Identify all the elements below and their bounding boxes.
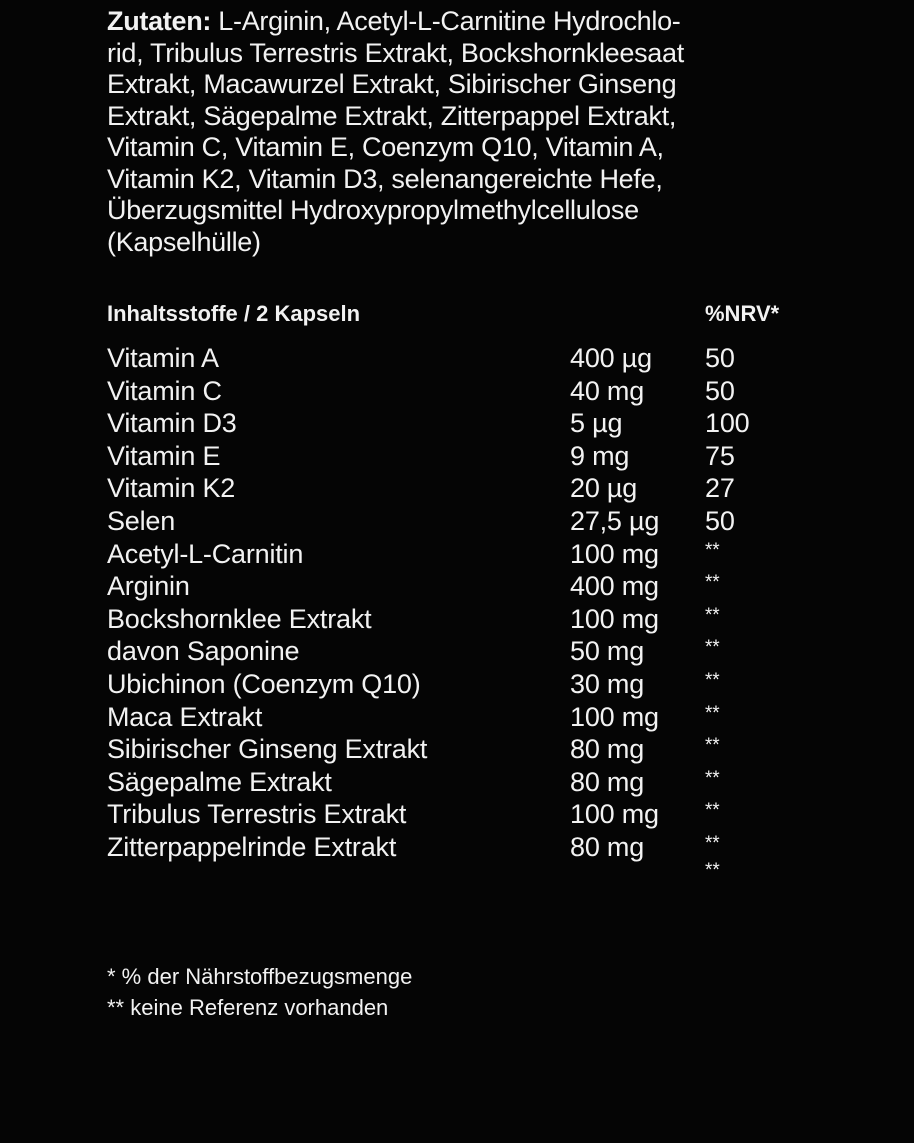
header-nrv: %NRV* [705, 301, 780, 326]
nutrient-amount: 30 mg [570, 668, 645, 699]
nutrient-amount: 100 mg [570, 538, 659, 569]
nutrient-name: Vitamin A [107, 343, 219, 373]
nutrient-nrv: ** [705, 539, 720, 561]
nutrient-name: Vitamin C [107, 375, 222, 406]
nutrient-amount: 40 mg [570, 375, 645, 406]
table-row [107, 798, 827, 831]
nutrient-amount: 100 mg [570, 603, 659, 634]
extra-stars: ** [705, 860, 720, 881]
table-row [107, 733, 827, 766]
ingredients-line: (Kapselhülle) [107, 226, 261, 257]
table-row [107, 635, 827, 668]
nutrient-amount: 27,5 µg [570, 505, 660, 536]
nutrient-name: Bockshornklee Extrakt [107, 603, 372, 634]
nutrient-nrv: 50 [705, 375, 735, 406]
nutrient-amount: 80 mg [570, 831, 645, 862]
nutrient-name: Vitamin K2 [107, 473, 236, 504]
nutrient-name: Sibirischer Ginseng Extrakt [107, 734, 428, 765]
nutrient-amount: 80 mg [570, 734, 645, 765]
table-header [107, 298, 827, 330]
nutrient-amount: 20 µg [570, 473, 638, 504]
nutrient-nrv: ** [705, 637, 720, 659]
ingredients-label: Zutaten: [107, 6, 212, 36]
nutrient-name: Selen [107, 505, 176, 536]
table-row [107, 701, 827, 734]
nutrient-amount: 100 mg [570, 799, 659, 830]
table-row [107, 472, 827, 505]
table-row [107, 603, 827, 636]
ingredients-line: rid, Tribulus Terrestris Extrakt, Bockshornkleesaat [107, 37, 684, 68]
nutrient-nrv: ** [705, 702, 720, 724]
nutrient-nrv: 50 [705, 343, 735, 373]
ingredients-line: Extrakt, Sägepalme Extrakt, Zitterpappel Extrakt, [107, 100, 677, 131]
table-row [107, 668, 827, 701]
nutrient-name: Maca Extrakt [107, 701, 263, 732]
nutrient-nrv: ** [705, 800, 720, 822]
nutrient-name: Acetyl-L-Carnitin [107, 538, 304, 569]
nutrient-name: davon Saponine [107, 636, 300, 667]
nutrient-amount: 80 mg [570, 766, 645, 797]
nutrient-amount: 400 µg [570, 343, 652, 373]
ingredients-line-text: L-Arginin, Acetyl-L-Carnitine Hydrochlo- [211, 6, 681, 36]
nutrient-name: Ubichinon (Coenzym Q10) [107, 668, 421, 699]
nutrient-nrv: ** [705, 767, 720, 789]
table-row [107, 538, 827, 571]
nutrient-amount: 9 mg [570, 440, 630, 471]
nutrient-name: Tribulus Terrestris Extrakt [107, 799, 407, 830]
nutrient-nrv: 50 [705, 505, 735, 536]
ingredients-line: Überzugsmittel Hydroxypropylmethylcellulose [107, 195, 639, 225]
nutrient-nrv: ** [705, 604, 720, 626]
table-row [107, 766, 827, 799]
nutrient-amount: 400 mg [570, 571, 659, 602]
nutrient-nrv: 75 [705, 440, 735, 471]
nutrient-name: Arginin [107, 571, 190, 602]
ingredients-line [107, 6, 807, 38]
nutrient-nrv: ** [705, 669, 720, 691]
nutrient-amount: 100 mg [570, 701, 659, 732]
nutrient-name: Vitamin E [107, 440, 221, 471]
nutrient-name: Sägepalme Extrakt [107, 766, 332, 797]
nutrient-amount: 50 mg [570, 636, 645, 667]
table-row [107, 570, 827, 603]
nutrient-nrv: ** [705, 832, 720, 854]
header-ingredients-per-dose: Inhaltsstoffe / 2 Kapseln [107, 301, 361, 326]
nutrient-nrv: ** [705, 735, 720, 757]
nutrient-amount: 5 µg [570, 408, 623, 439]
nutrient-name: Zitterpappelrinde Extrakt [107, 831, 397, 862]
nutrient-table [107, 342, 827, 864]
table-row [107, 342, 827, 375]
footnote-nrv: * % der Nährstoffbezugsmenge [107, 964, 413, 989]
nutrient-nrv: 100 [705, 408, 750, 439]
nutrient-name: Vitamin D3 [107, 408, 237, 439]
footnote-no-reference: ** keine Referenz vorhanden [107, 995, 389, 1020]
ingredients-line: Extrakt, Macawurzel Extrakt, Sibirischer Ginseng [107, 69, 677, 99]
nutrient-nrv: ** [705, 572, 720, 594]
ingredients-text [107, 6, 807, 258]
table-row [107, 375, 827, 408]
table-row [107, 440, 827, 473]
ingredients-line: Vitamin C, Vitamin E, Coenzym Q10, Vitamin A, [107, 132, 664, 162]
nutrient-nrv: 27 [705, 473, 735, 504]
ingredients-line: Vitamin K2, Vitamin D3, selenangereichte Hefe, [107, 163, 663, 194]
footnotes [107, 961, 412, 1023]
table-row [107, 505, 827, 538]
table-row [107, 407, 827, 440]
